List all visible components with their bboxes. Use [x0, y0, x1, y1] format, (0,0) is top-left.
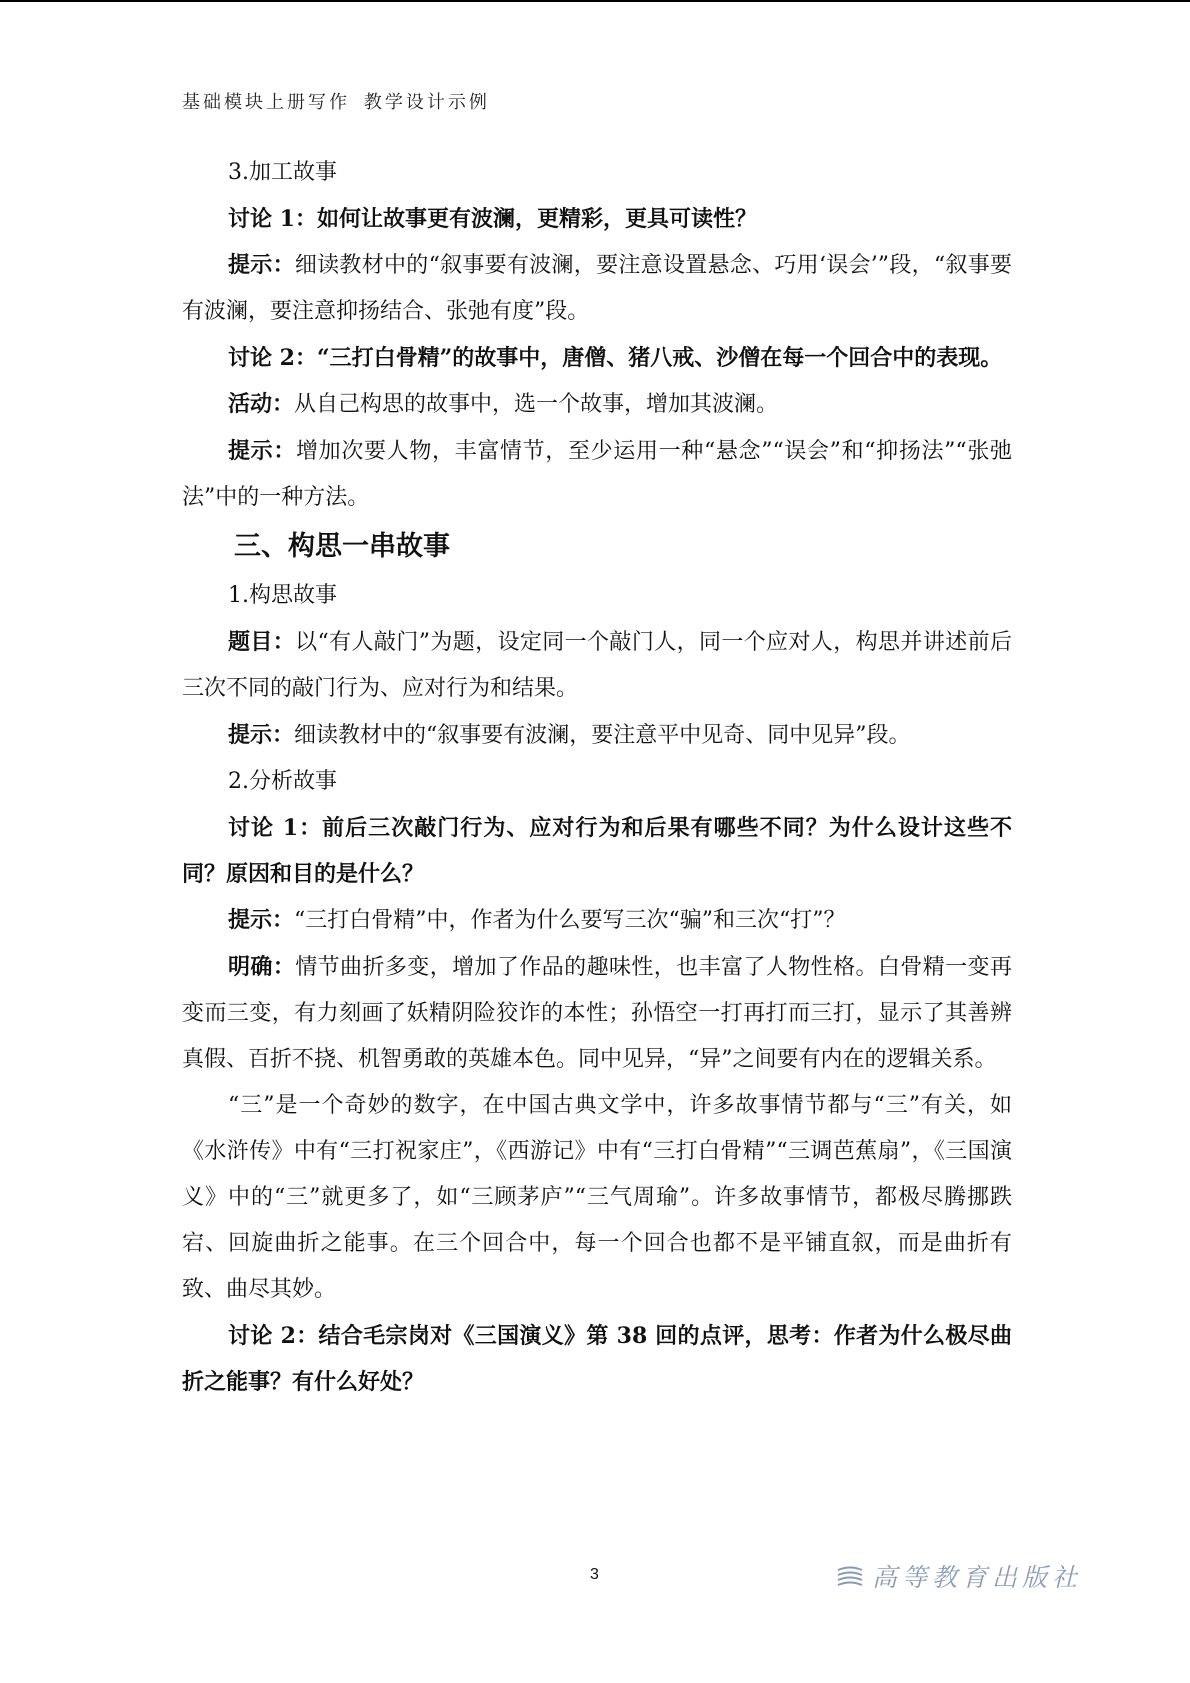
tip-text: 细读教材中的“叙事要有波澜，要注意平中见奇、同中见异”段。 [294, 723, 911, 748]
topic-text: 以“有人敲门”为题，设定同一个敲门人，同一个应对人，构思并讲述前后三次不同的敲门行为、应对行为和结果。 [182, 630, 1012, 701]
tip-paragraph-2 [182, 428, 1012, 521]
topic-paragraph [182, 619, 1012, 712]
tip-label: 提示： [228, 722, 295, 748]
discussion-1-question-knock: 讨论 1：前后三次敲门行为、应对行为和后果有哪些不同？为什么设计这些不同？原因和目的是什么？ [182, 815, 1012, 887]
clarify-text: 情节曲折多变，增加了作品的趣味性，也丰富了人物性格。白骨精一变再变而三变，有力刻画了妖精阴险狡诈的本性；孙悟空一打再打而三打，显示了其善辨真假、百折不挠、机智勇敢的英雄本色。同中见异，“异”之间要有内在的逻辑关系。 [182, 955, 1012, 1072]
page-header: 基础模块上册写作 教学设计示例 [182, 92, 490, 113]
tip-label: 提示： [228, 907, 295, 933]
tip-paragraph-4 [182, 897, 1012, 944]
tip-paragraph-1 [182, 242, 1012, 335]
discussion-2-question: 讨论 2：“三打白骨精”的故事中，唐僧、猪八戒、沙僧在每一个回合中的表现。 [228, 345, 1003, 371]
clarify-label: 明确： [228, 954, 296, 980]
subsection-title-analyze-story: 2.分析故事 [228, 769, 337, 794]
publisher-name: 高等教育出版社 [872, 1563, 1083, 1592]
tip-text: 增加次要人物，丰富情节，至少运用一种“悬念”“误会”和“抑扬法”“张弛法”中的一种方法。 [182, 439, 1012, 510]
page-number: 3 [590, 1566, 599, 1583]
tip-label: 提示： [228, 252, 295, 278]
publisher-emblem-icon [836, 1565, 864, 1587]
top-rule [0, 0, 1190, 2]
tip-label: 提示： [228, 438, 296, 464]
clarify-paragraph [182, 944, 1012, 1083]
subsection-title-process-story: 3.加工故事 [228, 160, 337, 185]
discussion-1-question: 讨论 1：如何让故事更有波澜，更精彩，更具可读性？ [228, 206, 757, 232]
three-number-paragraph: “三”是一个奇妙的数字，在中国古典文学中，许多故事情节都与“三”有关，如《水浒传》中有“三打祝家庄”，《西游记》中有“三打白骨精”“三调芭蕉扇”，《三国演义》中的“三”就更多了，如“三顾茅庐”“三气周瑜”。许多故事情节，都极尽腾挪跌宕、回旋曲折之能事。在三个回合中，每一个回合也都不是平铺直叙，而是曲折有致、曲尽其妙。 [182, 1093, 1012, 1302]
discussion-2-question-maozonggang: 讨论 2：结合毛宗岗对《三国演义》第 38 回的点评，思考：作者为什么极尽曲折之能事？有什么好处？ [182, 1323, 1012, 1395]
section-heading-three: 三、构思一串故事 [234, 531, 450, 562]
topic-label: 题目： [228, 629, 296, 655]
tip-text: “三打白骨精”中，作者为什么要写三次“骗”和三次“打”？ [294, 908, 846, 933]
tip-paragraph-3 [182, 712, 1012, 759]
tip-text: 细读教材中的“叙事要有波澜，要注意设置悬念、巧用‘误会’”段，“叙事要有波澜，要注意抑扬结合、张弛有度”段。 [182, 253, 1012, 324]
subsection-title-conceive-story: 1.构思故事 [228, 583, 337, 608]
publisher-logo [836, 1558, 1082, 1594]
activity-paragraph [182, 381, 1012, 428]
activity-label: 活动： [228, 391, 295, 417]
activity-text: 从自己构思的故事中，选一个故事，增加其波澜。 [294, 392, 779, 417]
page-body [182, 150, 1012, 1405]
